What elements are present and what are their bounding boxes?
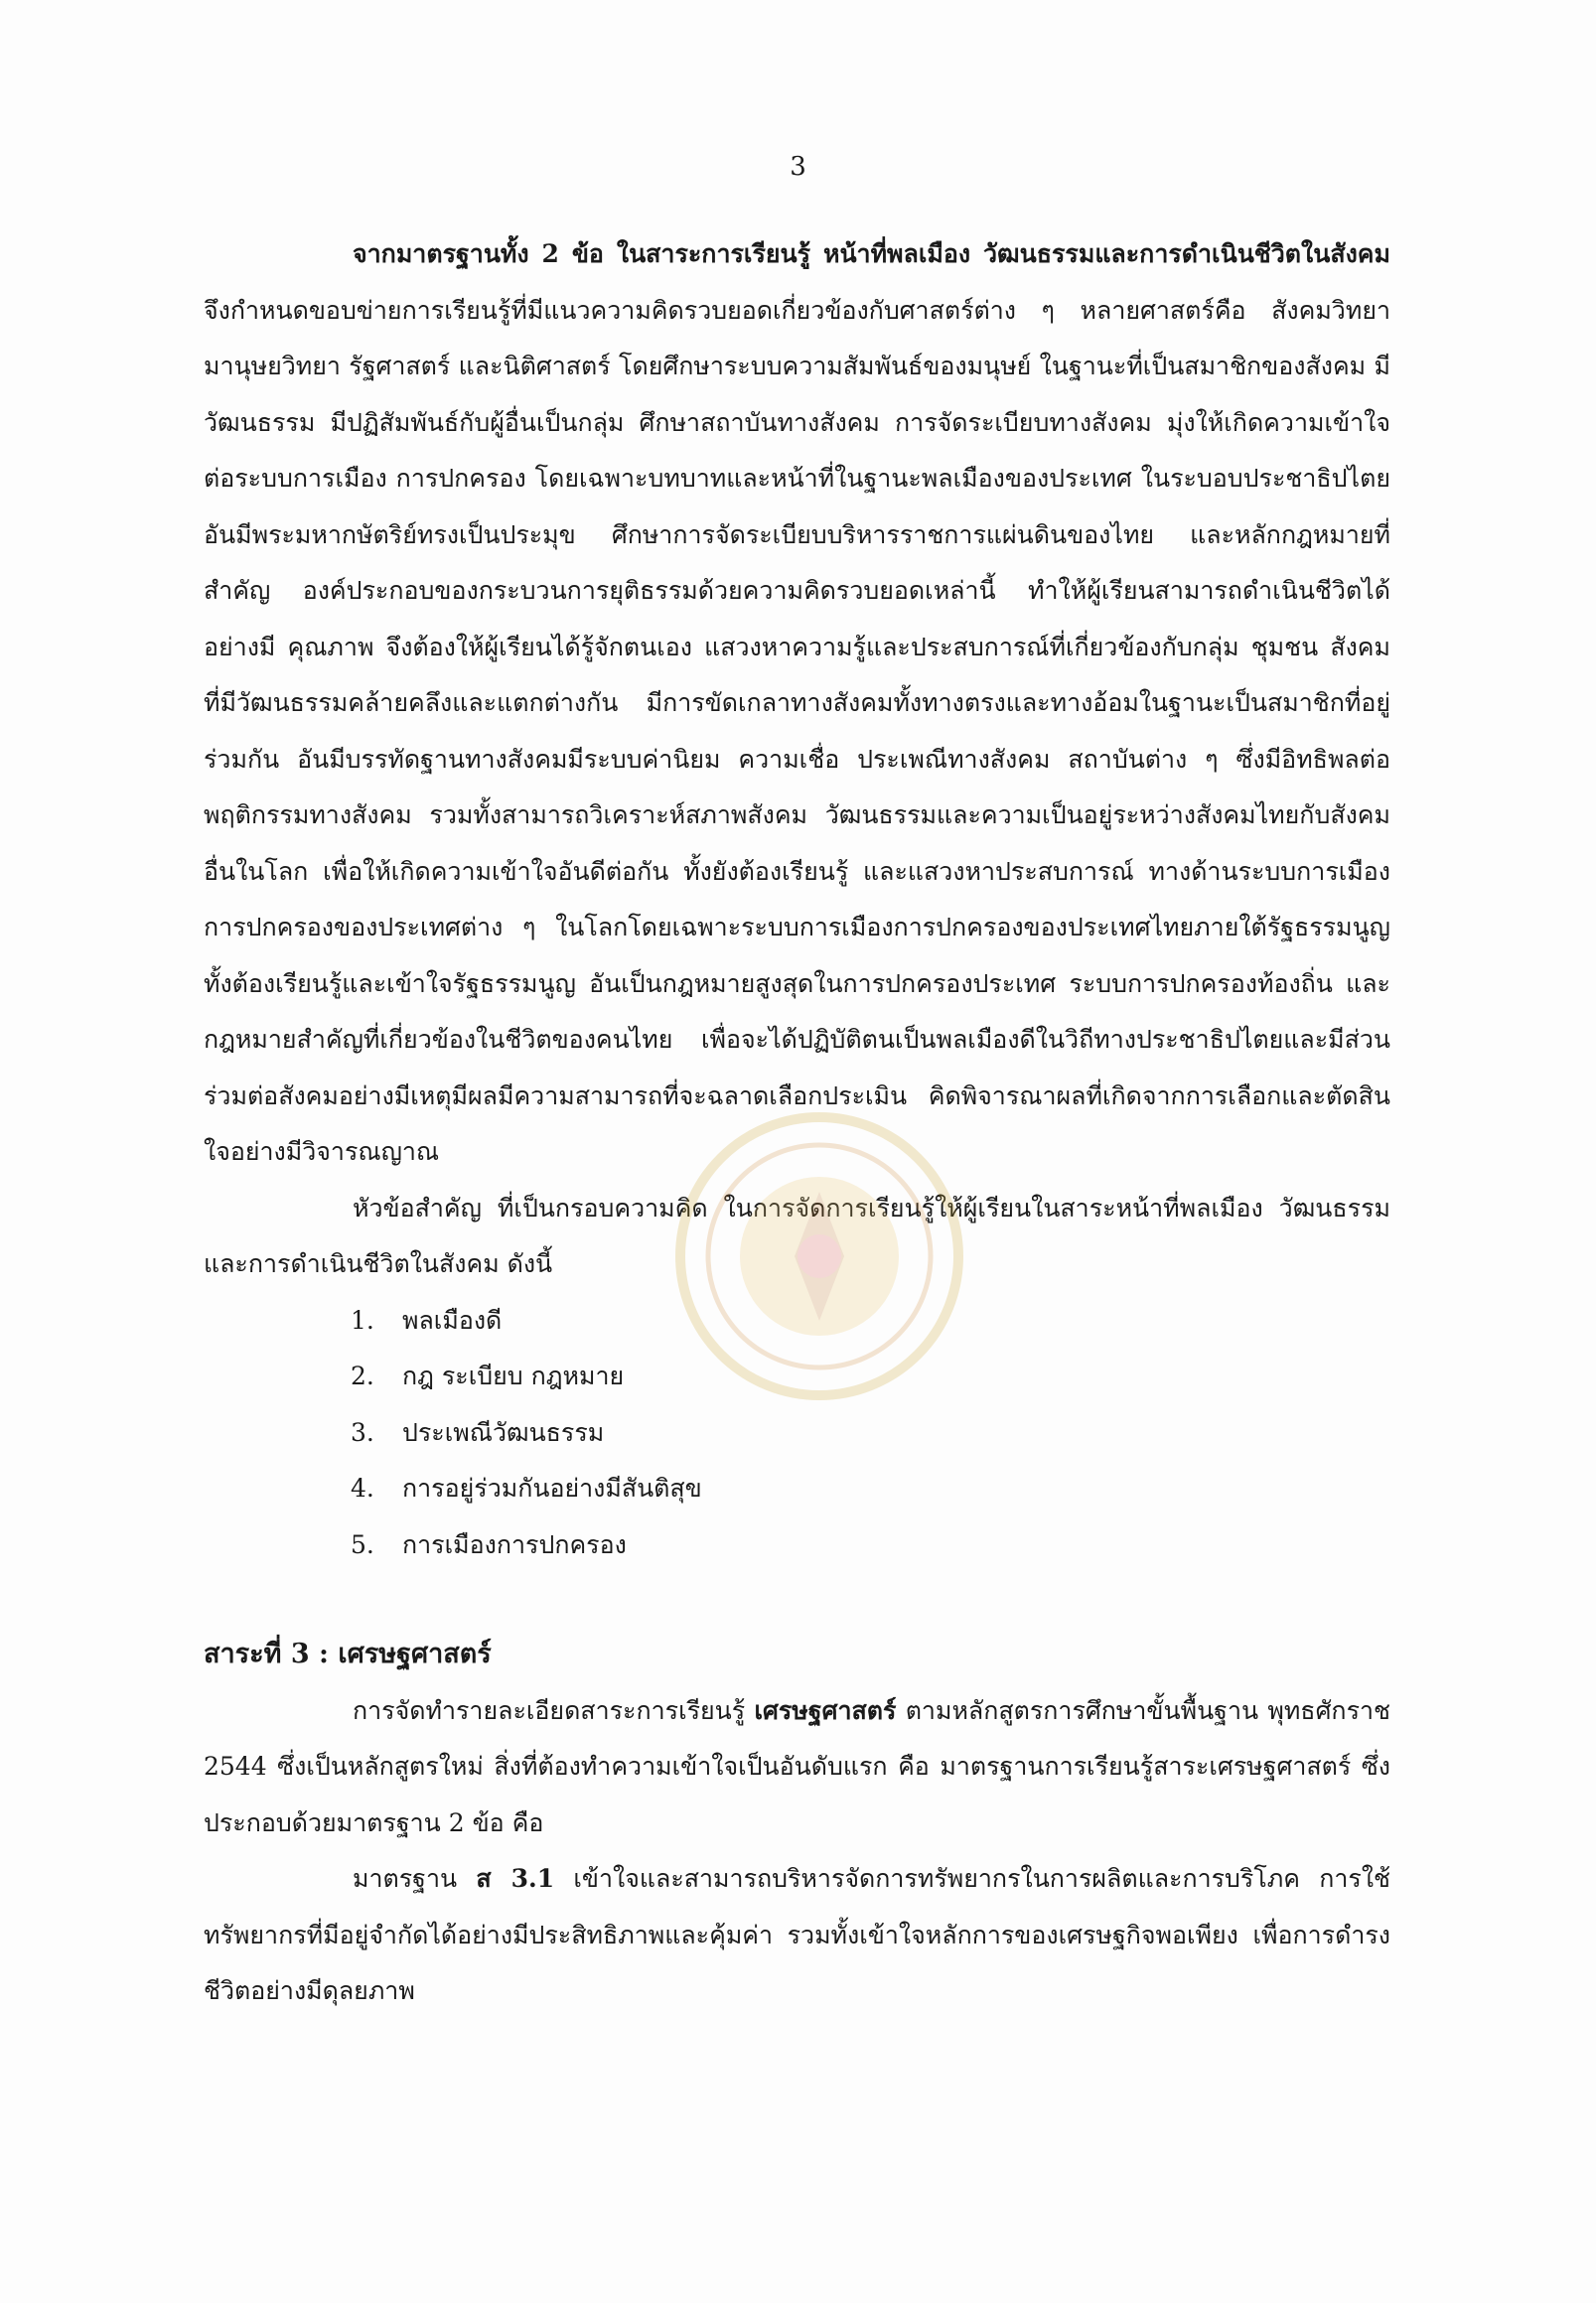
paragraph-scope (204, 226, 1390, 1181)
paragraph-standard (204, 1851, 1390, 2020)
list-item-number: 2. (351, 1362, 374, 1390)
list-item (351, 1293, 1390, 1350)
list-item-number: 4. (351, 1474, 374, 1503)
paragraph-body: จึงกำหนดขอบข่ายการเรียนรู้ที่มีแนวความคิดรวบยอดเกี่ยวข้องกับศาสตร์ต่าง ๆ หลายศาสตร์คือ สังคมวิทยา มานุษยวิทยา รัฐศาสตร์ และนิติศาสตร์ โดยศึกษาระบบความสัมพันธ์ของมนุษย์ ในฐานะที่เป็นสมาชิกของสังคม มีวัฒนธรรม มีปฏิสัมพันธ์กับผู้อื่นเป็นกลุ่ม ศึกษาสถาบันทางสังคม การจัดระเบียบทางสังคม มุ่งให้เกิดความเข้าใจต่อระบบการเมือง การปกครอง โดยเฉพาะบทบาทและหน้าที่ในฐานะพลเมืองของประเทศ ในระบอบประชาธิปไตยอันมีพระมหากษัตริย์ทรงเป็นประมุข ศึกษาการจัดระเบียบบริหารราชการแผ่นดินของไทย และหลักกฎหมายที่สำคัญ องค์ประกอบของกระบวนการยุติธรรมด้วยความคิดรวบยอดเหล่านี้ ทำให้ผู้เรียนสามารถดำเนินชีวิตได้อย่างมี คุณภาพ จึงต้องให้ผู้เรียนได้รู้จักตนเอง แสวงหาความรู้และประสบการณ์ที่เกี่ยวข้องกับกลุ่ม ชุมชน สังคม ที่มีวัฒนธรรมคล้ายคลึงและแตกต่างกัน มีการขัดเกลาทางสังคมทั้งทางตรงและทางอ้อมในฐานะเป็นสมาชิกที่อยู่ร่วมกัน อันมีบรรทัดฐานทางสังคมมีระบบค่านิยม ความเชื่อ ประเพณีทางสังคม สถาบันต่าง ๆ ซึ่งมีอิทธิพลต่อพฤติกรรมทางสังคม รวมทั้งสามารถวิเคราะห์สภาพสังคม วัฒนธรรมและความเป็นอยู่ระหว่างสังคมไทยกับสังคมอื่นในโลก เพื่อให้เกิดความเข้าใจอันดีต่อกัน ทั้งยังต้องเรียนรู้ และแสวงหาประสบการณ์ ทางด้านระบบการเมือง การปกครองของประเทศต่าง ๆ ในโลกโดยเฉพาะระบบการเมืองการปกครองของประเทศไทยภายใต้รัฐธรรมนูญ ทั้งต้องเรียนรู้และเข้าใจรัฐธรรมนูญ อันเป็นกฎหมายสูงสุดในการปกครองประเทศ ระบบการปกครองท้องถิ่น และกฎหมายสำคัญที่เกี่ยวข้องในชีวิตของคนไทย เพื่อจะได้ปฏิบัติตนเป็นพลเมืองดีในวิถีทางประชาธิปไตยและมีส่วนร่วมต่อสังคมอย่างมีเหตุมีผลมีความสามารถที่จะฉลาดเลือกประเมิน คิดพิจารณาผลที่เกิดจากการเลือกและตัดสินใจอย่างมีวิจารณญาณ (204, 295, 1390, 1166)
list-item (351, 1461, 1390, 1517)
paragraph-topics-intro: หัวข้อสำคัญ ที่เป็นกรอบความคิด ในการจัดการเรียนรู้ให้ผู้เรียนในสาระหน้าที่พลเมือง วัฒนธรรมและการดำเนินชีวิตในสังคม ดังนี้ (204, 1193, 1390, 1278)
list-item-number: 3. (351, 1417, 374, 1447)
list-item (351, 1517, 1390, 1574)
standard-text: เข้าใจและสามารถบริหารจัดการทรัพยากรในการผลิตและการบริโภค การใช้ทรัพยากรที่มีอยู่จำกัดได้อย่างมีประสิทธิภาพและคุ้มค่า รวมทั้งเข้าใจหลักการของเศรษฐกิจพอเพียง เพื่อการดำรงชีวิตอย่างมีดุลยภาพ (204, 1864, 1391, 2005)
list-item-text: การอยู่ร่วมกันอย่างมีสันติสุข (402, 1474, 702, 1503)
paragraph-text: ตามหลักสูตรการศึกษาขั้นพื้นฐาน พุทธศักราช 2544 ซึ่งเป็นหลักสูตรใหม่ สิ่งที่ต้องทำความเข้าใจเป็นอันดับแรก คือ มาตรฐานการเรียนรู้สาระเศรษฐศาสตร์ ซึ่งประกอบด้วยมาตรฐาน 2 ข้อ คือ (204, 1695, 1391, 1837)
list-item-text: การเมืองการปกครอง (402, 1529, 627, 1559)
standard-label: มาตรฐาน (353, 1864, 458, 1893)
paragraph-text: การจัดทำรายละเอียดสาระการเรียนรู้ (353, 1695, 746, 1725)
section-heading: สาระที่ 3 : เศรษฐศาสตร์ (204, 1639, 492, 1669)
page-number: 3 (790, 152, 806, 182)
page-content (204, 226, 1390, 2020)
standard-code: ส 3.1 (476, 1864, 555, 1893)
list-item (351, 1405, 1390, 1462)
paragraph-emphasis: เศรษฐศาสตร์ (754, 1695, 897, 1725)
paragraph-economics-intro (204, 1683, 1390, 1852)
list-item-number: 1. (351, 1305, 374, 1335)
paragraph-lead: จากมาตรฐานทั้ง 2 ข้อ ในสาระการเรียนรู้ หน้าที่พลเมือง วัฒนธรรมและการดำเนินชีวิตในสังคม (353, 239, 1390, 268)
list-item-text: พลเมืองดี (402, 1305, 503, 1335)
list-item-text: ประเพณีวัฒนธรรม (402, 1417, 605, 1447)
list-item (351, 1349, 1390, 1405)
list-item-number: 5. (351, 1529, 374, 1559)
list-item-text: กฎ ระเบียบ กฎหมาย (402, 1362, 625, 1390)
topic-list (204, 1293, 1390, 1574)
